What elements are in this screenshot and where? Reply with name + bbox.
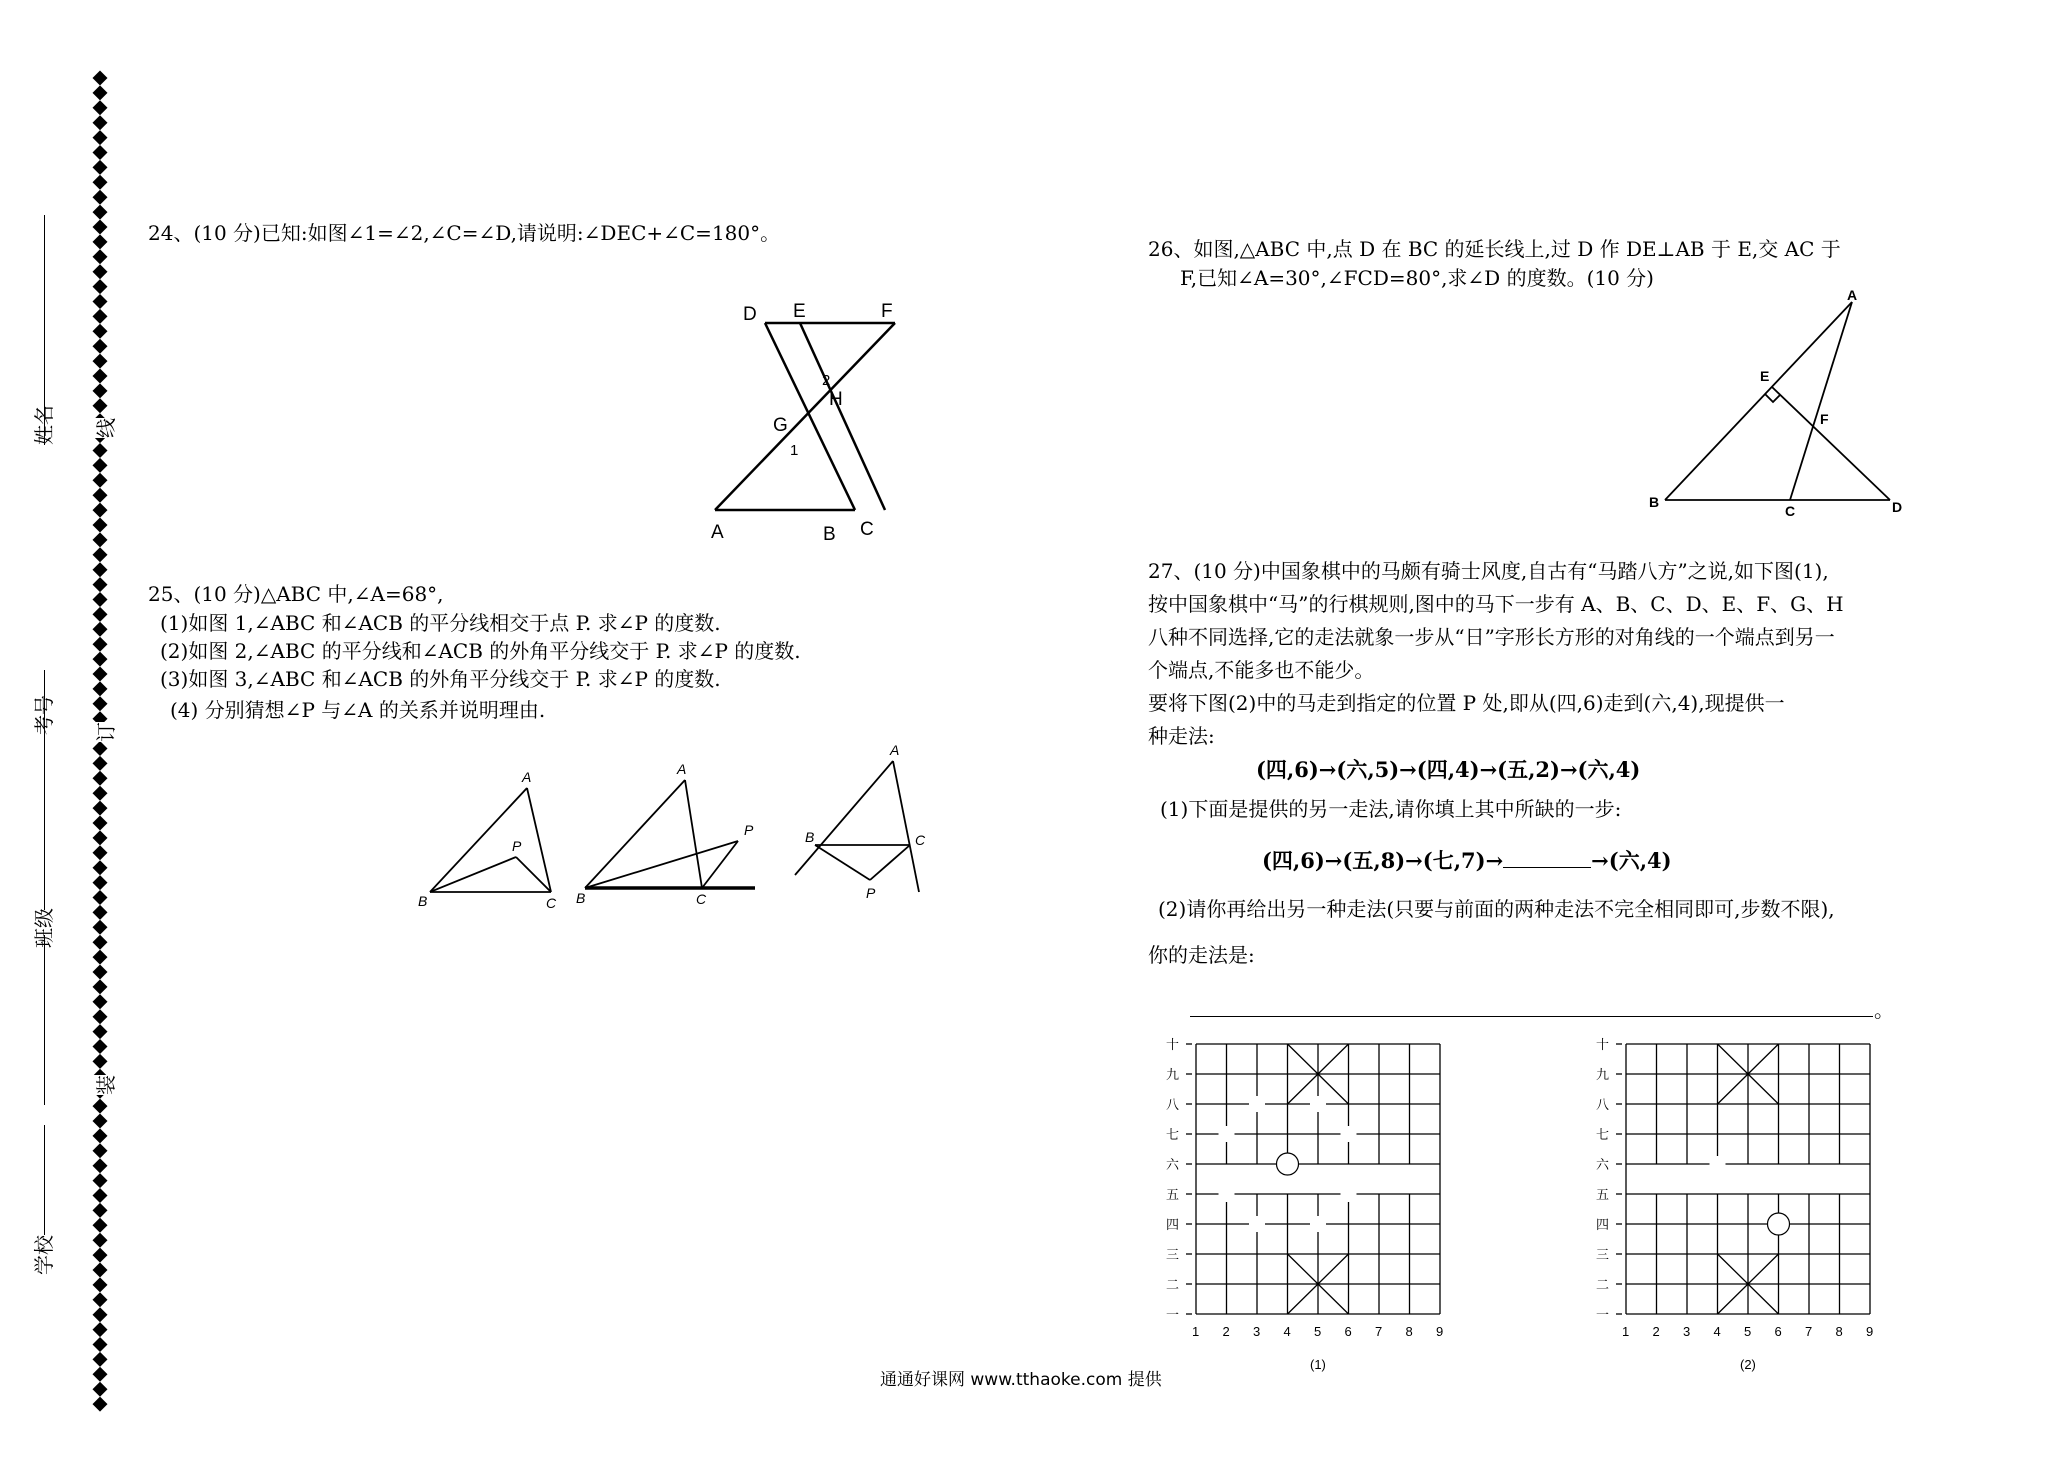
q26-point-C: C [1785,503,1796,519]
diamond-mark [93,1188,108,1203]
col-label: 2 [1652,1324,1660,1339]
q27-line-1: 27、(10 分)中国象棋中的马颇有骑士风度,自古有“马踏八方”之说,如下图(1), [1148,559,1829,583]
diamond-mark [93,890,108,905]
horse-piece [1277,1153,1299,1175]
q25-fig2-A: A [677,761,687,777]
diamond-mark [93,354,108,369]
diamond-mark [93,905,108,920]
diamond-mark [93,1233,108,1248]
q25-fig1-A: A [522,769,532,785]
diamond-mark [93,860,108,875]
row-label: 八 [1596,1097,1610,1112]
q26-figure [1645,290,1905,520]
q24-point-E: E [793,301,806,322]
row-label: 七 [1596,1127,1610,1142]
diamond-mark [93,398,108,413]
q24-figure [705,295,935,545]
q27-sub-2: (2)请你再给出另一种走法(只要与前面的两种走法不完全相同即可,步数不限), [1158,897,1835,921]
row-label: 一 [1596,1307,1610,1322]
q24-point-F: F [881,301,893,322]
q25-fig2-C: C [696,891,707,907]
row-label: 三 [1596,1247,1610,1262]
board-caption: (1) [1310,1357,1326,1372]
q27-line-5: 要将下图(2)中的马走到指定的位置 P 处,即从(四,6)走到(六,4),现提供一 [1148,691,1785,715]
col-label: 4 [1283,1324,1291,1339]
diamond-mark [93,279,108,294]
q26-point-A: A [1847,290,1858,303]
row-label: 七 [1166,1127,1180,1142]
q24-angle-2: 2 [822,372,831,389]
binding-line-4 [44,1125,45,1235]
position-mark-bg [1310,1216,1326,1232]
q27-route-2 [1262,845,1672,875]
q26-point-D: D [1892,499,1903,515]
row-label: 十 [1166,1037,1180,1052]
col-label: 7 [1375,1324,1383,1339]
diamond-mark [93,681,108,696]
q24-point-H: H [829,389,843,410]
chess-board-1 [1158,1020,1488,1380]
q27-line-4: 个端点,不能多也不能少。 [1148,658,1375,682]
q25-item-1: (1)如图 1,∠ABC 和∠ACB 的平分线相交于点 P. 求∠P 的度数. [160,611,721,635]
q27-line-3: 八种不同选择,它的走法就象一步从“日”字形长方形的对角线的一个端点到另一 [1148,625,1835,649]
diamond-mark [93,1218,108,1233]
q26-line-1: 26、如图,△ABC 中,点 D 在 BC 的延长线上,过 D 作 DE⊥AB 于 E,交 AC 于 [1148,237,1841,261]
diamond-mark [93,190,108,205]
q25-fig2-B: B [576,890,586,906]
diamond-mark [93,160,108,175]
diamond-mark [93,532,108,547]
row-label: 五 [1596,1187,1610,1202]
position-mark-bg [1341,1186,1357,1202]
diamond-mark [93,637,108,652]
diamond-mark [93,249,108,264]
diamond-mark [93,830,108,845]
diamond-mark [93,1024,108,1039]
row-label: 一 [1166,1307,1180,1322]
diamond-mark [93,458,108,473]
diamond-mark [93,294,108,309]
col-label: 3 [1683,1324,1691,1339]
q25-fig1-C: C [546,895,557,910]
footer-credit: 通通好课网 www.tthaoke.com 提供 [880,1370,1162,1390]
q25-item-3: (3)如图 3,∠ABC 和∠ACB 的外角平分线交于 P. 求∠P 的度数. [160,667,721,691]
col-label: 4 [1713,1324,1721,1339]
diamond-mark [93,1263,108,1278]
diamond-mark [93,562,108,577]
diamond-mark [93,950,108,965]
diamond-mark [93,503,108,518]
q24-point-G: G [773,415,788,436]
col-label: 8 [1405,1324,1413,1339]
binding-mark-bind: 订 [90,722,119,742]
diamond-mark [93,1099,108,1114]
diamond-mark [93,473,108,488]
diamond-mark [93,801,108,816]
diamond-mark [93,175,108,190]
q24-angle-1: 1 [790,442,799,459]
chess-board-2 [1588,1020,1918,1380]
q24-text: 24、(10 分)已知:如图∠1=∠2,∠C=∠D,请说明:∠DEC+∠C=180°。 [148,221,781,245]
position-mark-bg [1219,1186,1235,1202]
position-mark-bg [1249,1096,1265,1112]
diamond-mark [93,771,108,786]
q26-line-2: F,已知∠A=30°,∠FCD=80°,求∠D 的度数。(10 分) [1180,266,1654,290]
horse-piece [1768,1213,1790,1235]
diamond-mark [93,994,108,1009]
diamond-mark [93,443,108,458]
q27-route-2-end: →(六,4) [1591,848,1672,873]
diamond-mark [93,1322,108,1337]
position-mark-bg [1219,1126,1235,1142]
diamond-mark [93,935,108,950]
diamond-mark [93,1173,108,1188]
diamond-mark [93,1367,108,1382]
diamond-mark [93,145,108,160]
q27-route-2-start: (四,6)→(五,8)→(七,7)→ [1262,848,1504,873]
binding-margin [0,0,120,1476]
diamond-mark [93,220,108,235]
row-label: 九 [1596,1067,1610,1082]
q25-fig3-P: P [866,885,876,901]
binding-line-3 [44,935,45,1105]
row-label: 四 [1596,1217,1610,1232]
diamond-mark [93,205,108,220]
diamond-mark [93,1382,108,1397]
diamond-mark [93,622,108,637]
col-label: 3 [1253,1324,1261,1339]
diamond-mark [93,577,108,592]
diamond-mark [93,696,108,711]
diamond-mark [93,1248,108,1263]
board-caption: (2) [1740,1357,1756,1372]
q25-fig1-P: P [512,838,522,854]
diamond-mark [93,979,108,994]
diamond-mark [93,1352,108,1367]
q26-point-F: F [1820,411,1829,427]
q25-item-4: (4) 分别猜想∠P 与∠A 的关系并说明理由. [170,698,546,722]
diamond-mark [93,875,108,890]
position-mark-bg [1341,1126,1357,1142]
position-mark-bg [1710,1156,1726,1172]
diamond-mark [93,786,108,801]
binding-label-class: 班级 [32,908,56,948]
q25-fig1-B: B [418,893,428,909]
binding-mark-load: 装 [90,1075,119,1095]
diamond-mark [93,234,108,249]
q24-point-D: D [743,304,757,325]
binding-label-name: 姓名 [32,405,56,445]
diamond-mark [93,1307,108,1322]
q25-fig3-B: B [805,829,815,845]
diamond-mark [93,547,108,562]
diamond-mark [93,369,108,384]
q27-end-mark: 。 [1874,998,1894,1022]
diamond-mark [93,741,108,756]
col-label: 5 [1314,1324,1322,1339]
diamond-mark [93,1143,108,1158]
q24-point-A: A [711,522,724,543]
q26-point-B: B [1649,494,1660,510]
diamond-mark [93,324,108,339]
diamond-mark [93,592,108,607]
q27-route-1: (四,6)→(六,5)→(四,4)→(五,2)→(六,4) [1256,757,1641,782]
q25-figures [410,740,950,910]
q26-point-E: E [1760,368,1770,384]
binding-label-school: 学校 [32,1235,56,1275]
col-label: 7 [1805,1324,1813,1339]
row-label: 八 [1166,1097,1180,1112]
diamond-mark [93,920,108,935]
diamond-mark [93,1009,108,1024]
diamond-mark [93,607,108,622]
position-mark-bg [1249,1216,1265,1232]
diamond-mark [93,488,108,503]
row-label: 九 [1166,1067,1180,1082]
q27-answer-blank[interactable] [1503,849,1591,868]
diamond-mark [93,965,108,980]
col-label: 6 [1344,1324,1352,1339]
diamond-mark [93,816,108,831]
diamond-mark [93,383,108,398]
q25-fig2-P: P [744,822,754,838]
diamond-mark [93,309,108,324]
q27-sub-1: (1)下面是提供的另一走法,请你填上其中所缺的一步: [1160,797,1622,821]
row-label: 二 [1166,1277,1180,1292]
q27-line-2: 按中国象棋中“马”的行棋规则,图中的马下一步有 A、B、C、D、E、F、G、H [1148,592,1844,616]
q25-fig3-C: C [915,832,926,848]
binding-label-examno: 考号 [32,695,56,735]
diamond-mark [93,1128,108,1143]
diamond-mark [93,1158,108,1173]
diamond-mark [93,652,108,667]
col-label: 9 [1866,1324,1874,1339]
col-label: 1 [1622,1324,1630,1339]
binding-mark-line: 线 [90,418,119,438]
q24-point-B: B [823,524,836,545]
diamond-mark [93,264,108,279]
col-label: 9 [1436,1324,1444,1339]
diamond-mark [93,130,108,145]
col-label: 1 [1192,1324,1200,1339]
q27-your-route: 你的走法是: [1148,943,1255,967]
diamond-mark [93,339,108,354]
diamond-mark [93,756,108,771]
row-label: 六 [1596,1157,1610,1172]
col-label: 8 [1835,1324,1843,1339]
col-label: 6 [1774,1324,1782,1339]
diamond-mark [93,1397,108,1412]
row-label: 十 [1596,1037,1610,1052]
q25-item-2: (2)如图 2,∠ABC 的平分线和∠ACB 的外角平分线交于 P. 求∠P 的度数. [160,639,801,663]
col-label: 5 [1744,1324,1752,1339]
diamond-mark [93,845,108,860]
diamond-mark [93,1277,108,1292]
diamond-mark [93,1039,108,1054]
diamond-mark [93,1337,108,1352]
diamond-mark [93,1292,108,1307]
diamond-mark [93,71,108,86]
diamond-mark [93,1054,108,1069]
diamond-mark [93,100,108,115]
diamond-mark [93,1114,108,1129]
row-label: 六 [1166,1157,1180,1172]
q25-stem: 25、(10 分)△ABC 中,∠A=68°, [148,582,444,606]
row-label: 二 [1596,1277,1610,1292]
q25-fig3-A: A [890,742,900,758]
diamond-mark [93,518,108,533]
diamond-mark [93,85,108,100]
q27-answer-line[interactable] [1190,1016,1873,1017]
position-mark-bg [1310,1096,1326,1112]
q24-point-C: C [860,519,874,540]
row-label: 三 [1166,1247,1180,1262]
row-label: 四 [1166,1217,1180,1232]
diamond-mark [93,115,108,130]
q27-line-6: 种走法: [1148,724,1215,748]
col-label: 2 [1222,1324,1230,1339]
diamond-mark [93,1203,108,1218]
row-label: 五 [1166,1187,1180,1202]
diamond-mark [93,667,108,682]
